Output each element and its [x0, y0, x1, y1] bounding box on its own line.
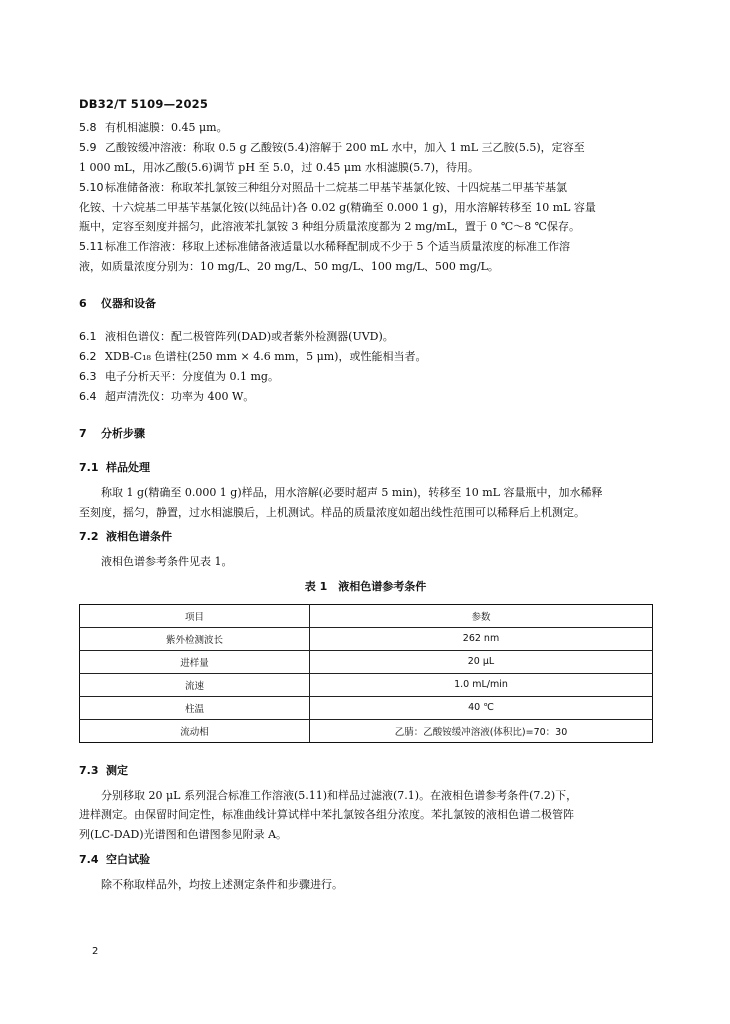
table-cell: 流速 [80, 673, 310, 696]
table-cell: 流动相 [80, 719, 310, 742]
subsection-title: 液相色谱条件 [106, 530, 172, 543]
section-heading-7 [79, 424, 652, 443]
subsection-title: 测定 [106, 763, 128, 777]
paragraph-line: 液相色谱参考条件见表 1。 [101, 555, 233, 568]
clause-number: 5.9 [79, 141, 97, 154]
table-row [80, 673, 653, 696]
table-row [80, 719, 653, 742]
clause-5-11 [79, 237, 652, 256]
reference-conditions-table [79, 604, 653, 743]
clause-text-line: 液相色谱仪：配二极管阵列(DAD)或者紫外检测器(UVD)。 [105, 330, 394, 343]
table-cell: 紫外检测波长 [80, 627, 310, 650]
standard-number-header: DB32/T 5109—2025 [79, 97, 209, 111]
paragraph-line: 分别移取 20 μL 系列混合标准工作溶液(5.11)和样品过滤液(7.1)。在液相色谱参考条件(7.2)下， [101, 788, 578, 802]
subsection-number: 7.4 [79, 853, 99, 866]
section-title: 仪器和设备 [101, 297, 156, 310]
table-cell: 1.0 mL/min [310, 673, 653, 696]
table-cell: 乙腈：乙酸铵缓冲溶液(体积比)=70：30 [310, 719, 653, 742]
subsection-heading-7-1 [79, 458, 652, 477]
section-heading-6 [79, 294, 652, 313]
subsection-number: 7.2 [79, 530, 99, 543]
clause-6-4 [79, 387, 652, 406]
clause-text-line: 液，如质量浓度分别为：10 mg/L、20 mg/L、50 mg/L、100 mg/L、500 mg/L。 [79, 260, 499, 273]
clause-number: 6.2 [79, 350, 97, 363]
subsection-heading-7-3 [79, 761, 652, 780]
clause-text-line: 标准储备液：称取苯扎氯铵三种组分对照品十二烷基二甲基苄基氯化铵、十四烷基二甲基苄基氯 [105, 181, 567, 194]
table-row [80, 696, 653, 719]
clause-5-10 [79, 178, 652, 197]
clause-number: 6.3 [79, 370, 97, 383]
clause-text-line: 化铵、十六烷基二甲基苄基氯化铵(以纯品计)各 0.02 g(精确至 0.000 1 g)，用水溶解转移至 10 mL 容量 [79, 201, 596, 214]
paragraph-line: 称取 1 g(精确至 0.000 1 g)样品，用水溶解(必要时超声 5 min)，转移至 10 mL 容量瓶中，加水稀释 [101, 486, 603, 499]
subsection-number: 7.1 [79, 461, 99, 474]
subsection-title: 空白试验 [106, 853, 150, 866]
clause-text-line: XDB-C₁₈ 色谱柱(250 mm × 4.6 mm，5 μm)，或性能相当者。 [105, 350, 427, 363]
table-row [80, 650, 653, 673]
clause-text-line: 瓶中，定容至刻度并摇匀，此溶液苯扎氯铵 3 种组分质量浓度都为 2 mg/mL，置于 0 ℃～8 ℃保存。 [79, 220, 580, 233]
subsection-number: 7.3 [79, 763, 99, 777]
clause-number: 6.4 [79, 390, 97, 403]
table-header-row [80, 604, 653, 627]
clause-5-8 [79, 118, 652, 137]
section-number: 7 [79, 427, 87, 440]
clause-text-line: 有机相滤膜：0.45 μm。 [105, 121, 228, 134]
table-cell: 20 μL [310, 650, 653, 673]
section-title: 分析步骤 [101, 427, 145, 440]
table-cell: 进样量 [80, 650, 310, 673]
clause-number: 5.10 [79, 181, 104, 194]
clause-text-line: 超声清洗仪：功率为 400 W。 [105, 390, 255, 403]
clause-text-line: 1 000 mL，用冰乙酸(5.6)调节 pH 至 5.0，过 0.45 μm 水相滤膜(5.7)，待用。 [79, 161, 480, 174]
section-number: 6 [79, 297, 87, 310]
clause-6-2 [79, 347, 652, 366]
paragraph-line: 至刻度，摇匀，静置，过水相滤膜后，上机测试。样品的质量浓度如超出线性范围可以稀释后上机测定。 [79, 505, 585, 519]
table-cell: 262 nm [310, 627, 653, 650]
document-body [79, 118, 652, 895]
clause-text-line: 电子分析天平：分度值为 0.1 mg。 [105, 370, 279, 383]
paragraph-line: 进样测定。由保留时间定性，标准曲线计算试样中苯扎氯铵各组分浓度。苯扎氯铵的液相色谱二极管阵 [79, 808, 574, 821]
page-number: 2 [92, 946, 99, 957]
clause-number: 6.1 [79, 330, 97, 343]
table-cell: 柱温 [80, 696, 310, 719]
clause-text-line: 标准工作溶液：移取上述标准储备液适量以水稀释配制成不少于 5 个适当质量浓度的标准工作溶 [105, 240, 570, 253]
clause-number: 5.8 [79, 121, 97, 134]
clause-number: 5.11 [79, 240, 104, 253]
subsection-heading-7-4 [79, 850, 652, 869]
table-cell: 40 ℃ [310, 696, 653, 719]
paragraph-line: 除不称取样品外，均按上述测定条件和步骤进行。 [101, 878, 343, 891]
clause-5-9 [79, 138, 652, 157]
table-row [80, 627, 653, 650]
clause-6-1 [79, 327, 652, 346]
paragraph-line: 列(LC-DAD)光谱图和色谱图参见附录 A。 [79, 827, 288, 841]
subsection-title: 样品处理 [106, 461, 150, 474]
table-title: 表 1 液相色谱参考条件 [304, 579, 427, 593]
clause-text-line: 乙酸铵缓冲溶液：称取 0.5 g 乙酸铵(5.4)溶解于 200 mL 水中，加入 1 mL 三乙胺(5.5)，定容至 [105, 141, 585, 154]
subsection-heading-7-2 [79, 527, 652, 546]
clause-6-3 [79, 367, 652, 386]
table-header-cell: 项目 [80, 604, 310, 627]
table-header-cell: 参数 [310, 604, 653, 627]
